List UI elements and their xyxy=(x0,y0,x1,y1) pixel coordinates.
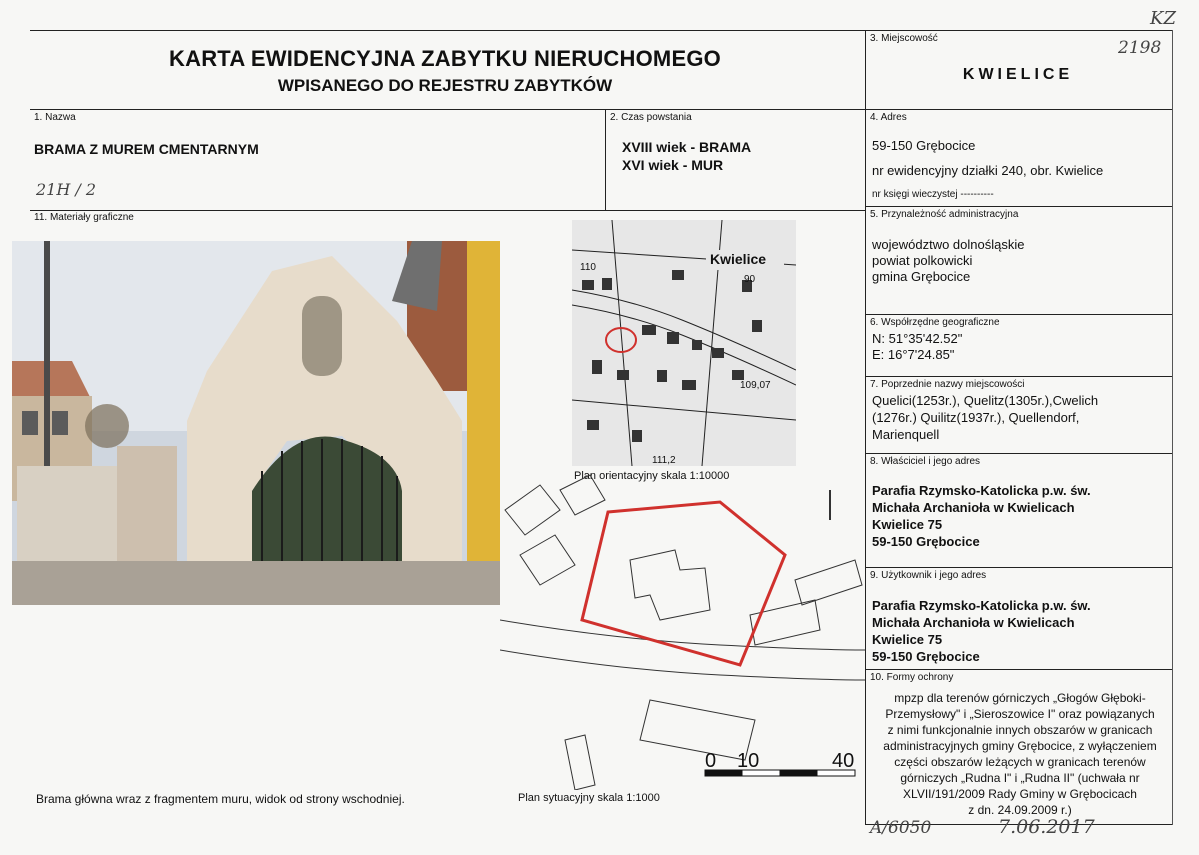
field-10-text xyxy=(870,690,1170,818)
field-5-label: 5. Przynależność administracyjna xyxy=(870,209,1019,220)
field-10-line: mpzp dla terenów górniczych „Głogów Głęboki- xyxy=(894,691,1146,705)
field-10-line: Przemysłowy" i „Sieroszowice I" oraz powiązanych xyxy=(885,707,1155,721)
field-2-label: 2. Czas powstania xyxy=(610,112,692,123)
right-divider-6-7 xyxy=(865,376,1172,377)
map-place-label: Kwielice xyxy=(710,251,767,267)
map-elevation-111: 111,2 xyxy=(652,455,676,466)
field-4-line3: nr księgi wieczystej ---------- xyxy=(872,189,994,200)
right-divider-8-9 xyxy=(865,567,1172,568)
field-11-label: 11. Materiały graficzne xyxy=(34,212,134,223)
field-1-label: 1. Nazwa xyxy=(34,112,76,123)
field-9-line1: Parafia Rzymsko-Katolicka p.w. św. xyxy=(872,598,1091,613)
field-8-line2: Michała Archanioła w Kwielicach xyxy=(872,500,1075,515)
frame-right xyxy=(1172,30,1173,825)
right-divider-4-5 xyxy=(865,206,1172,207)
field-7-line3: Marienquell xyxy=(872,427,940,442)
field-10-line: XLVII/191/2009 Rady Gminy w Grębocicach xyxy=(903,787,1137,801)
site-plan xyxy=(500,470,865,790)
field-1-value: BRAMA Z MUREM CMENTARNYM xyxy=(34,141,259,157)
orientation-map-drawing xyxy=(572,220,796,466)
gate-photo xyxy=(12,241,500,605)
scale-label-0: 0 xyxy=(705,750,717,772)
map-elevation-90: 90 xyxy=(744,274,756,285)
field-6-line2: E: 16°7'24.85" xyxy=(872,347,955,362)
right-divider-9-10 xyxy=(865,669,1172,670)
field-3-label: 3. Miejscowość xyxy=(870,33,938,44)
field-4-line1: 59-150 Grębocice xyxy=(872,138,976,153)
field-9-line4: 59-150 Grębocice xyxy=(872,649,980,664)
field-10-line: administracyjnych gminy Grębocice, z wyłączeniem xyxy=(883,739,1157,753)
column-divider-right xyxy=(865,30,866,825)
handwritten-inventory-mark: 21H / 2 xyxy=(36,180,97,199)
map-elevation-110: 110 xyxy=(580,262,596,273)
map-elevation-109: 109,07 xyxy=(740,380,771,391)
document-title: KARTA EWIDENCYJNA ZABYTKU NIERUCHOMEGO xyxy=(169,46,721,71)
field-4-label: 4. Adres xyxy=(870,112,907,123)
orientation-map xyxy=(572,220,796,466)
field-7-label: 7. Poprzednie nazwy miejscowości xyxy=(870,379,1025,390)
right-divider-7-8 xyxy=(865,453,1172,454)
row-divider-2 xyxy=(30,210,865,211)
field-8-line1: Parafia Rzymsko-Katolicka p.w. św. xyxy=(872,483,1091,498)
handwritten-top-right: KZ xyxy=(1150,8,1176,29)
orientation-map-caption: Plan orientacyjny skala 1:10000 xyxy=(574,470,730,482)
field-2-line1: XVIII wiek - BRAMA xyxy=(622,139,752,155)
field-3-town: KWIELICE xyxy=(962,66,1074,83)
field-10-line: górniczych „Rudna I" i „Rudna II" (uchwała nr xyxy=(900,771,1140,785)
field-8-line4: 59-150 Grębocice xyxy=(872,534,980,549)
scale-label-40: 40 xyxy=(832,750,855,772)
document-subtitle: WPISANEGO DO REJESTRU ZABYTKÓW xyxy=(277,76,613,95)
field-8-line3: Kwielice 75 xyxy=(872,517,943,532)
field-9-line3: Kwielice 75 xyxy=(872,632,943,647)
site-plan-drawing xyxy=(500,470,865,790)
handwritten-number: 2198 xyxy=(1118,38,1162,58)
field-10-line: z dn. 24.09.2009 r.) xyxy=(968,803,1072,817)
handwritten-reference: A/6050 xyxy=(870,818,932,838)
field-7-line2: (1276r.) Quilitz(1937r.), Quellendorf, xyxy=(872,410,1080,425)
scale-label-10: 10 xyxy=(737,750,760,772)
handwritten-date: 7.06.2017 xyxy=(998,816,1095,838)
frame-top xyxy=(30,30,1173,31)
field-10-line: części obszarów leżących w granicach terenów xyxy=(894,755,1146,769)
right-divider-5-6 xyxy=(865,314,1172,315)
field-10-line: z nimi funkcjonalnie innych obszarów w granicach xyxy=(887,723,1153,737)
field-5-line2: powiat polkowicki xyxy=(872,253,973,268)
column-divider-mid xyxy=(605,109,606,210)
field-5-line3: gmina Grębocice xyxy=(872,269,971,284)
field-5-line1: województwo dolnośląskie xyxy=(872,237,1025,252)
field-7-line1: Quelici(1253r.), Quelitz(1305r.),Cwelich xyxy=(872,393,1099,408)
row-divider-1 xyxy=(30,109,1173,110)
field-8-label: 8. Właściciel i jego adres xyxy=(870,456,981,467)
photo-caption: Brama główna wraz z fragmentem muru, widok od strony wschodniej. xyxy=(36,792,405,806)
field-9-line2: Michała Archanioła w Kwielicach xyxy=(872,615,1075,630)
field-6-line1: N: 51°35'42.52" xyxy=(872,331,963,346)
field-10-label: 10. Formy ochrony xyxy=(870,672,954,683)
field-4-line2: nr ewidencyjny działki 240, obr. Kwielice xyxy=(872,163,1104,178)
field-2-line2: XVI wiek - MUR xyxy=(622,157,724,173)
field-9-label: 9. Użytkownik i jego adres xyxy=(870,570,987,581)
site-plan-caption: Plan sytuacyjny skala 1:1000 xyxy=(518,792,660,804)
gate-photo-drawing xyxy=(12,241,500,605)
field-6-label: 6. Współrzędne geograficzne xyxy=(870,317,1000,328)
